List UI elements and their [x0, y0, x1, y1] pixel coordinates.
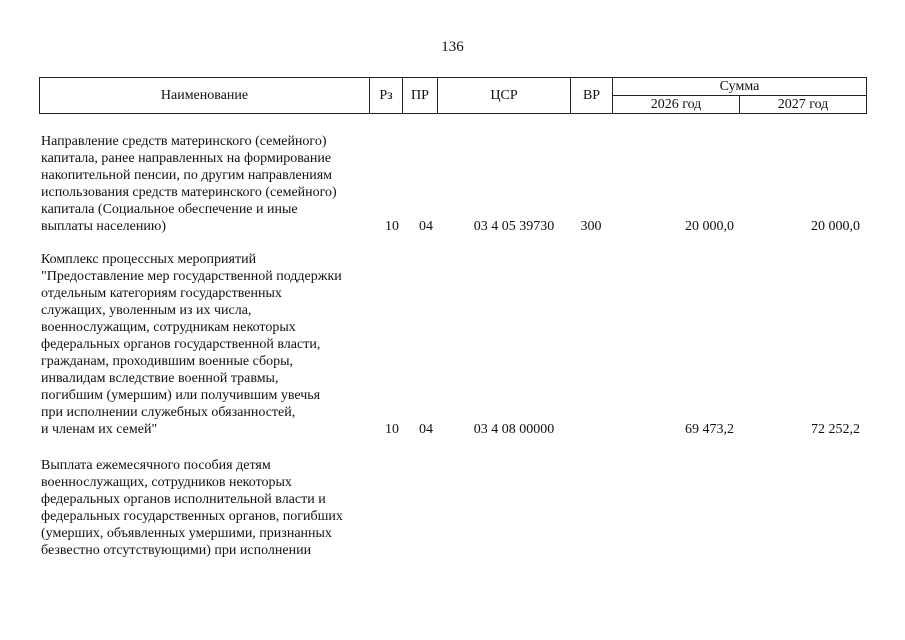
- header-rz: Рз: [370, 78, 403, 114]
- row-sum-2026: 69 473,2: [685, 422, 734, 437]
- row-sum-2027: 20 000,0: [811, 219, 860, 234]
- row-name-line: служащих, уволенным из их числа,: [41, 303, 252, 318]
- row-name-line: инвалидам вследствие военной травмы,: [41, 371, 279, 386]
- row-pr: 04: [419, 422, 433, 437]
- row-rz: 10: [385, 219, 399, 234]
- row-name-line: федеральных органов исполнительной власти и: [41, 492, 326, 507]
- row-sum-2027: 72 252,2: [811, 422, 860, 437]
- row-pr: 04: [419, 219, 433, 234]
- header-pr: ПР: [403, 78, 438, 114]
- row-name-line: отдельным категориям государственных: [41, 286, 282, 301]
- row-sum-2026: 20 000,0: [685, 219, 734, 234]
- row-name-line: федеральных государственных органов, погибших: [41, 509, 343, 524]
- row-name-line: использования средств материнского (семейного): [41, 185, 337, 200]
- row-rz: 10: [385, 422, 399, 437]
- row-name: [41, 457, 371, 559]
- page-number: 136: [441, 39, 464, 55]
- table-header: [39, 77, 867, 114]
- row-name-line: при исполнении служебных обязанностей,: [41, 405, 296, 420]
- header-name: Наименование: [40, 78, 370, 114]
- row-name-line: Выплата ежемесячного пособия детям: [41, 458, 271, 473]
- row-name-line: погибшим (умершим) или получившим увечья: [41, 388, 321, 403]
- header-vr: ВР: [571, 78, 613, 114]
- row-csr: 03 4 08 00000: [473, 422, 555, 437]
- row-name-line: Комплекс процессных мероприятий: [41, 252, 257, 267]
- row-name-line: и членам их семей": [41, 422, 158, 437]
- row-name-line: безвестно отсутствующими) при исполнении: [41, 543, 312, 558]
- row-name-line: выплаты населению): [41, 219, 166, 234]
- row-name-line: гражданам, проходившим военные сборы,: [41, 354, 294, 369]
- header-sum: Сумма: [613, 78, 867, 96]
- header-csr: ЦСР: [438, 78, 571, 114]
- row-name-line: военнослужащих, сотрудников некоторых: [41, 475, 292, 490]
- header-year-2026: 2026 год: [613, 96, 740, 114]
- row-name: [41, 133, 371, 235]
- row-name-line: накопительной пенсии, по другим направлениям: [41, 168, 333, 183]
- row-name-line: "Предоставление мер государственной поддержки: [41, 269, 342, 284]
- row-name: [41, 251, 371, 438]
- row-name-line: федеральных органов государственной власти,: [41, 337, 321, 352]
- row-name-line: военнослужащим, сотрудникам некоторых: [41, 320, 296, 335]
- row-name-line: Направление средств материнского (семейного): [41, 134, 327, 149]
- row-vr: 300: [580, 219, 602, 234]
- row-name-line: (умерших, объявленных умершими, признанных: [41, 526, 332, 541]
- header-year-2027: 2027 год: [740, 96, 867, 114]
- row-name-line: капитала, ранее направленных на формирование: [41, 151, 332, 166]
- row-name-line: капитала (Социальное обеспечение и иные: [41, 202, 298, 217]
- row-csr: 03 4 05 39730: [473, 219, 555, 234]
